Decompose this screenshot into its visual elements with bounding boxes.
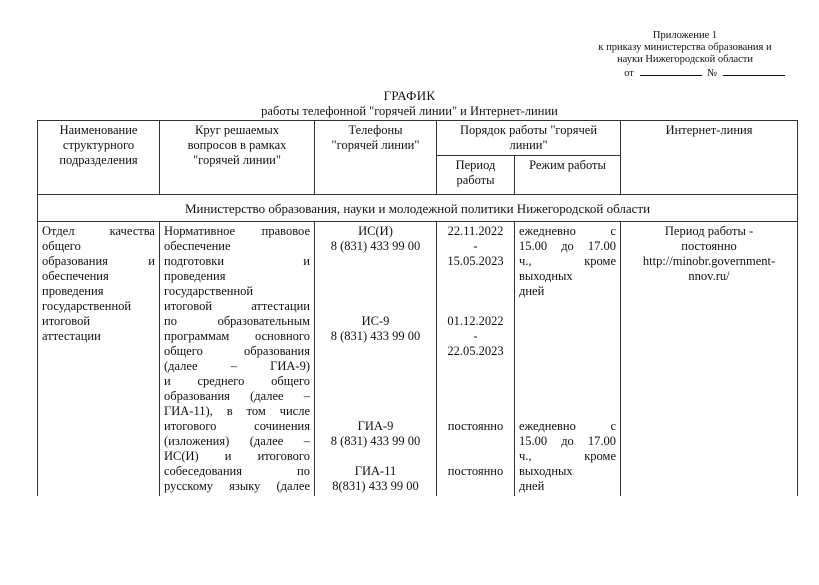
spacer	[519, 359, 616, 374]
mode-line: ч., кроме	[519, 449, 617, 463]
header-department: Наименование структурного подразделения	[38, 121, 160, 195]
header-procedure: Порядок работы "горячей линии"	[437, 121, 621, 156]
mode-line: выходных	[519, 464, 573, 478]
spacer	[319, 284, 432, 299]
internet-line: Период работы -	[664, 224, 754, 238]
phone-label: ГИА-9	[357, 419, 394, 433]
phone-label: ГИА-11	[354, 464, 397, 478]
spacer	[319, 449, 432, 464]
spacer	[319, 389, 432, 404]
spacer	[441, 269, 510, 284]
internet-cell	[621, 222, 798, 497]
scope-cell	[160, 222, 315, 497]
period-from: 01.12.2022	[447, 314, 504, 328]
modes-cell	[515, 222, 621, 497]
table-row	[38, 222, 798, 497]
period-dash: -	[473, 239, 478, 253]
phone-number: 8 (831) 433 99 00	[330, 434, 421, 448]
scope-line: государственной	[164, 284, 254, 298]
spacer	[519, 329, 616, 344]
ministry-section: Министерство образования, науки и молодежной политики Нижегородской области	[38, 195, 798, 222]
scope-line: обеспечение	[164, 239, 231, 253]
spacer	[319, 344, 432, 359]
spacer	[441, 449, 510, 464]
spacer	[319, 299, 432, 314]
section-row	[38, 195, 798, 222]
appendix-date-line	[560, 66, 810, 80]
internet-line: постоянно	[681, 239, 737, 253]
mode-line: дней	[519, 284, 545, 298]
scope-line: итогового сочинения	[164, 419, 310, 433]
scope-line: проведения	[164, 269, 226, 283]
department-line: государственной	[42, 299, 132, 313]
header-row	[38, 121, 798, 156]
internet-line: nnov.ru/	[688, 269, 730, 283]
department-line: общего	[42, 239, 81, 253]
spacer	[519, 404, 616, 419]
scope-line: (изложения) (далее –	[164, 434, 310, 448]
period-text: постоянно	[447, 464, 504, 478]
spacer	[519, 389, 616, 404]
phone-number: 8 (831) 433 99 00	[330, 329, 421, 343]
from-label: от	[624, 68, 634, 79]
spacer	[441, 374, 510, 389]
spacer	[441, 434, 510, 449]
header-scope: Круг решаемых вопросов в рамках "горячей линии"	[160, 121, 315, 195]
scope-line: итоговой аттестации	[164, 299, 310, 313]
period-to: 22.05.2023	[447, 344, 504, 358]
phone-label: ИС(И)	[358, 224, 393, 238]
scope-line: (далее – ГИА-9)	[164, 359, 310, 373]
scope-line: образования (далее –	[164, 389, 310, 403]
scope-line: общего образования	[164, 344, 310, 358]
period-from: 22.11.2022	[447, 224, 504, 238]
spacer	[441, 404, 510, 419]
mode-line: ч., кроме	[519, 254, 617, 268]
phone-number: 8 (831) 433 99 00	[330, 239, 421, 253]
appendix-line-3: науки Нижегородской области	[617, 54, 753, 65]
mode-line: 15.00 до 17.00	[519, 239, 617, 253]
spacer	[519, 344, 616, 359]
header-period: Период работы	[437, 156, 515, 195]
spacer	[519, 299, 616, 314]
period-text: постоянно	[447, 419, 504, 433]
internet-line: http://minobr.government-	[642, 254, 776, 268]
document-subtitle: работы телефонной "горячей линии" и Интернет-линии	[261, 104, 558, 118]
department-line: обеспечения	[42, 269, 109, 283]
department-line: итоговой	[42, 314, 91, 328]
mode-line: ежедневно с	[519, 419, 617, 433]
phones-cell	[315, 222, 437, 497]
period-to: 15.05.2023	[447, 254, 504, 268]
appendix-note	[560, 30, 810, 80]
scope-line: ИС(И) и итогового	[164, 449, 310, 463]
spacer	[319, 254, 432, 269]
department-line: аттестации	[42, 329, 101, 343]
periods-cell	[437, 222, 515, 497]
scope-line: подготовки и	[164, 254, 310, 268]
scope-line: ГИА-11), в том числе	[164, 404, 310, 418]
spacer	[441, 299, 510, 314]
scope-line: и среднего общего	[164, 374, 310, 388]
spacer	[319, 404, 432, 419]
spacer	[319, 374, 432, 389]
header-internet: Интернет-линия	[621, 121, 798, 195]
period-dash: -	[473, 329, 478, 343]
spacer	[519, 374, 616, 389]
spacer	[319, 269, 432, 284]
phone-label: ИС-9	[361, 314, 390, 328]
mode-line: выходных	[519, 269, 573, 283]
spacer	[441, 359, 510, 374]
mode-line: 15.00 до 17.00	[519, 434, 617, 448]
scope-line: собеседования по	[164, 464, 310, 478]
spacer	[319, 359, 432, 374]
spacer	[441, 284, 510, 299]
spacer	[519, 314, 616, 329]
spacer	[441, 389, 510, 404]
scope-line: русскому языку (далее	[164, 479, 310, 493]
header-phones: Телефоны "горячей линии"	[315, 121, 437, 195]
appendix-line-1: Приложение 1	[652, 30, 718, 41]
scope-line: программам основного	[164, 329, 310, 343]
date-blank	[640, 66, 702, 76]
department-cell	[38, 222, 160, 497]
number-blank	[723, 66, 785, 76]
document-title: ГРАФИК	[383, 88, 436, 103]
phone-number: 8(831) 433 99 00	[332, 479, 419, 493]
scope-line: Нормативное правовое	[164, 224, 310, 238]
mode-line: ежедневно с	[519, 224, 617, 238]
mode-line: дней	[519, 479, 545, 493]
department-line: Отдел качества	[42, 224, 155, 238]
scope-line: по образовательным	[164, 314, 310, 328]
number-label: №	[707, 68, 718, 79]
appendix-line-2: к приказу министерства образования и	[598, 42, 772, 53]
department-line: образования и	[42, 254, 155, 268]
department-line: проведения	[42, 284, 104, 298]
schedule-table	[37, 120, 798, 496]
header-mode: Режим работы	[515, 156, 621, 195]
